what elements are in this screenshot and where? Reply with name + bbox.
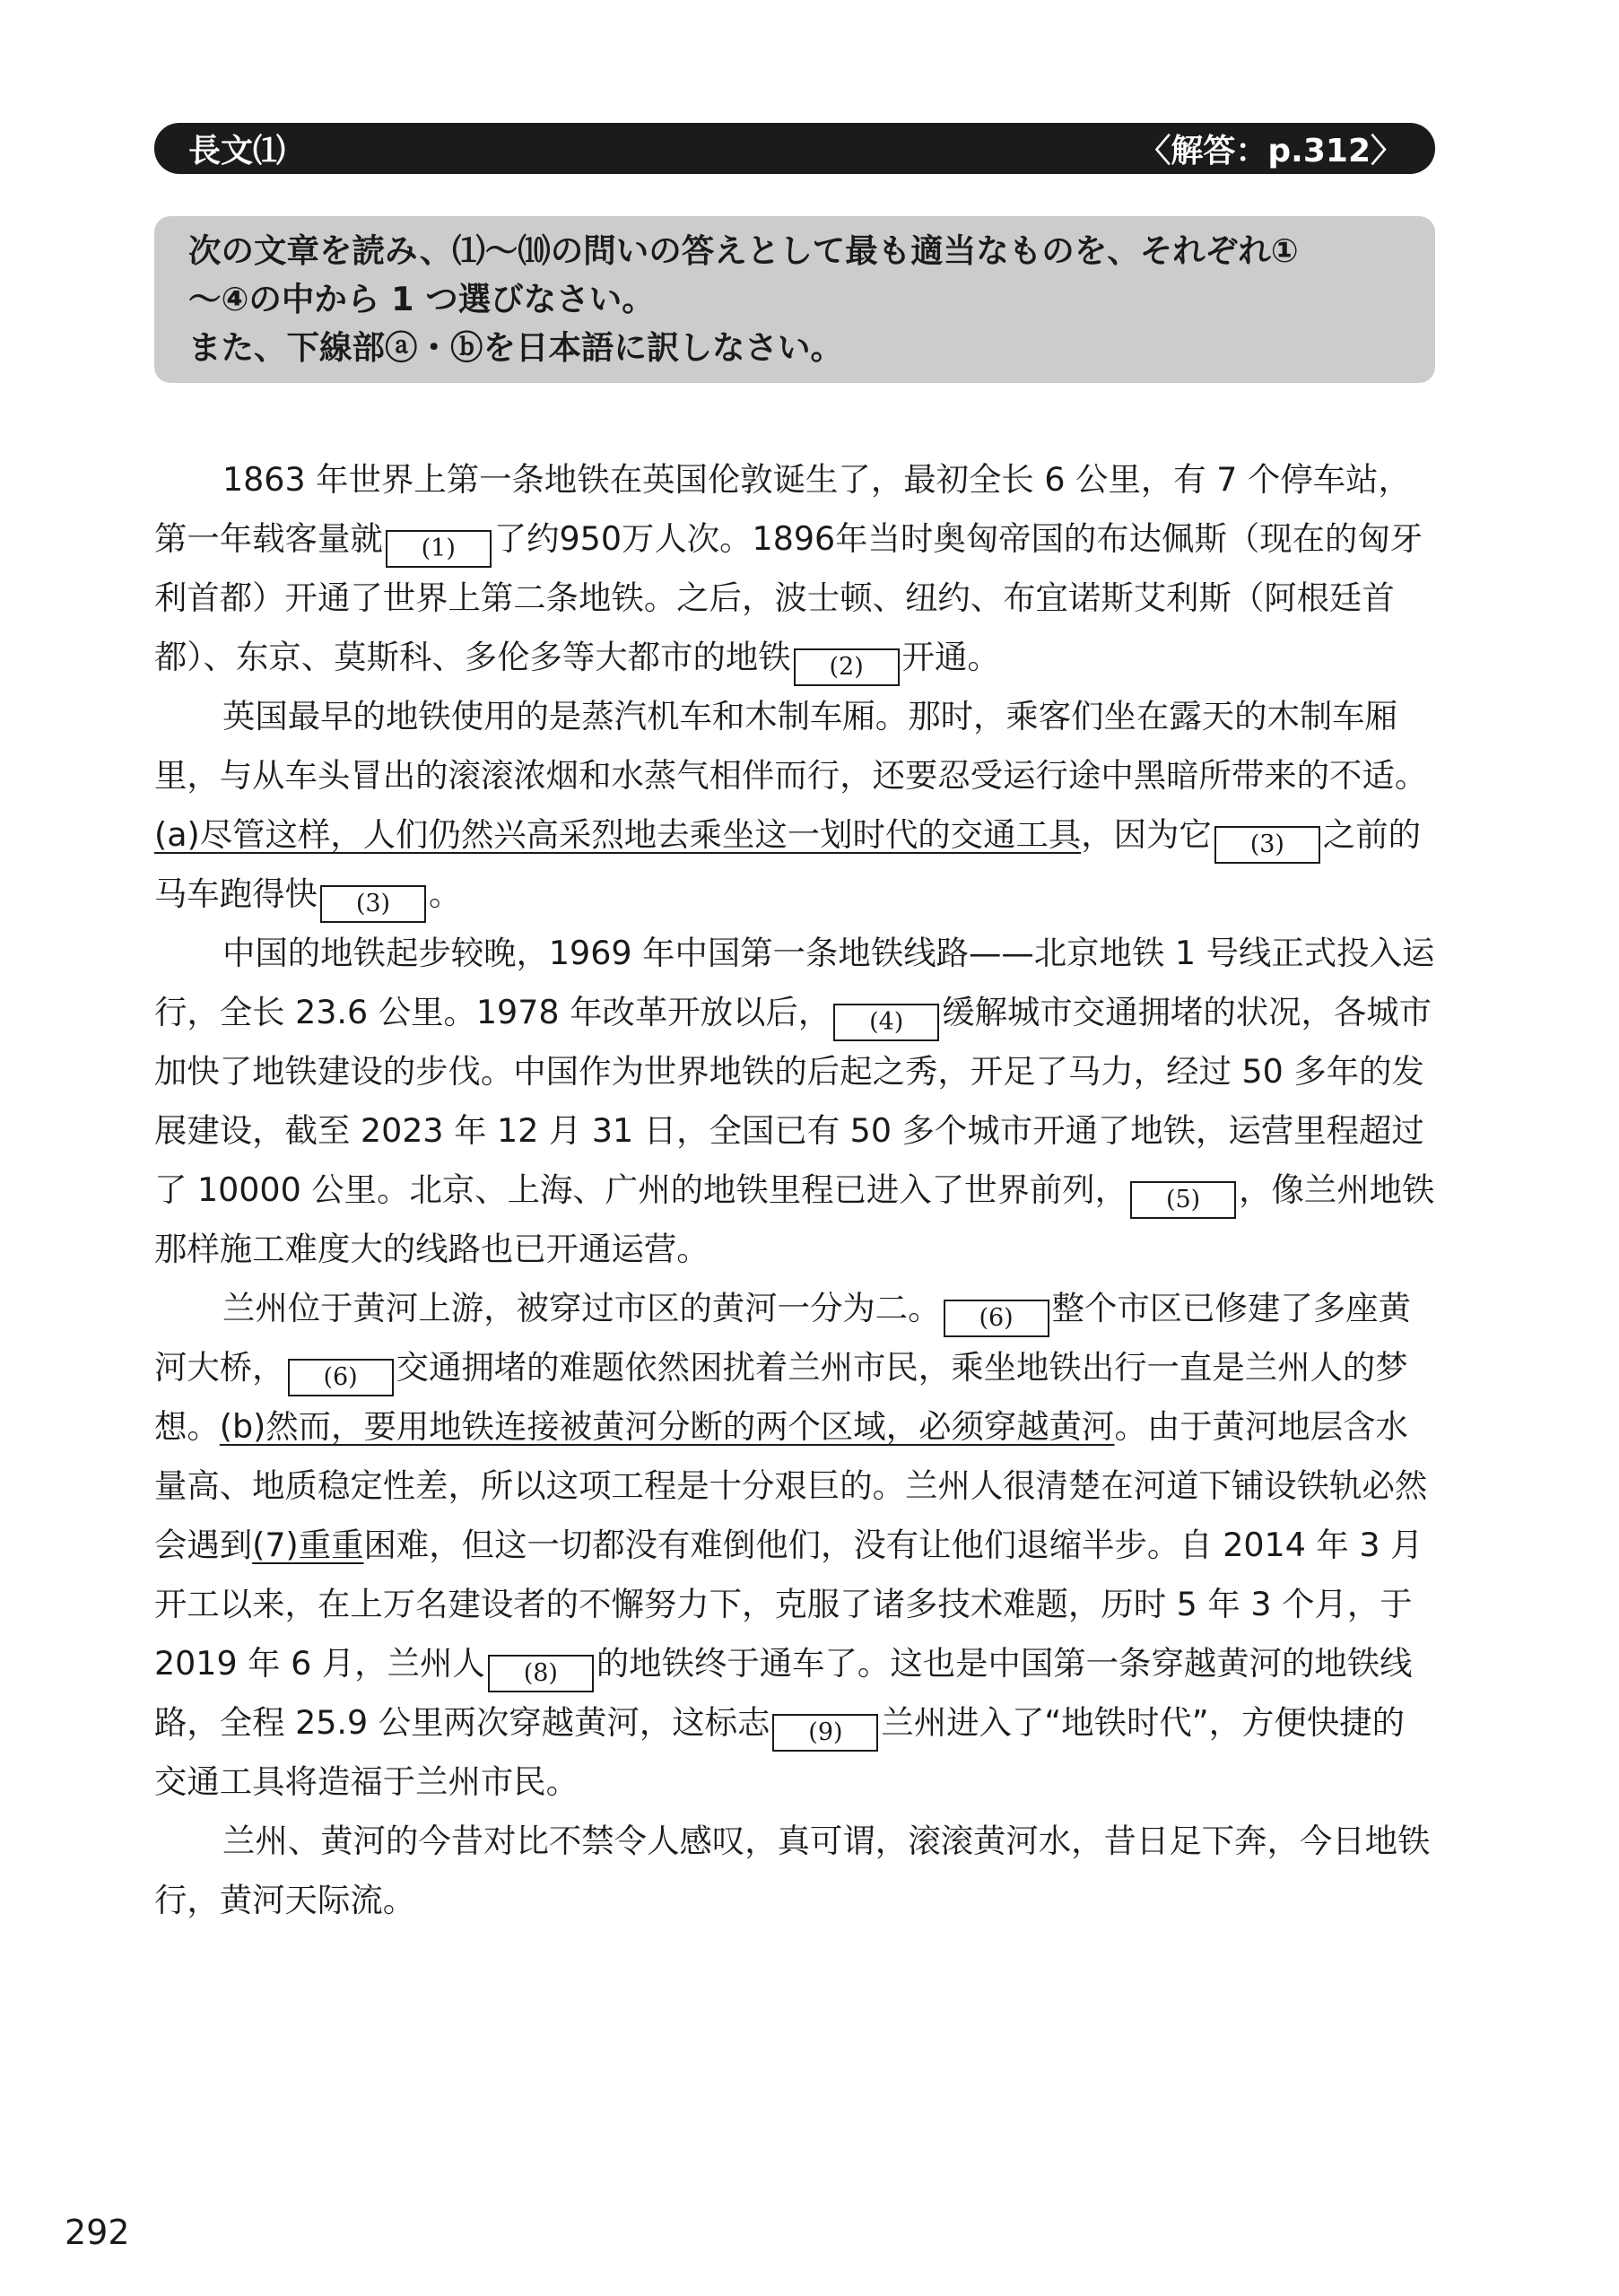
text-span: 。由于黄河地层含水量高、地质稳定性差，所以这项工程是十分艰巨的。兰州人很清楚在河道下铺设铁轨必然会遇到 xyxy=(154,1407,1428,1564)
blank-9: (9) xyxy=(772,1714,878,1752)
underlined-b: (b)然而，要用地铁连接被黄河分断的两个区域，必须穿越黄河 xyxy=(219,1407,1115,1446)
underlined-7: (7)重重 xyxy=(252,1526,364,1564)
paragraph-4 xyxy=(154,1279,1435,1812)
text-span: 英国最早的地铁使用的是蒸汽机车和木制车厢。那时，乘客们坐在露天的木制车厢里，与从车头冒出的滚滚浓烟和水蒸气相伴而行，还要忍受运行途中黑暗所带来的不适。 xyxy=(154,697,1428,795)
paragraph-1 xyxy=(154,450,1435,687)
text-span: 缓解城市交通拥堵的状况，各城市加快了地铁建设的步伐。中国作为世界地铁的后起之秀，开足了马力，经过 50 多年的发展建设，截至 2023 年 12 月 31 日，全国已有 50 多个城市开通了地铁，运营里程超过了 10000 公里。北京、上海、广州的地铁里程已进入了世界前列， xyxy=(154,993,1432,1209)
text-span: 兰州、黄河的今昔对比不禁令人感叹，真可谓，滚滚黄河水，昔日足下奔，今日地铁行，黄河天际流。 xyxy=(154,1822,1431,1919)
text-span: 兰州位于黄河上游，被穿过市区的黄河一分为二。 xyxy=(222,1289,941,1327)
text-span: 困难，但这一切都没有难倒他们，没有让他们退缩半步。自 2014 年 3 月开工以来，在上万名建设者的不懈努力下，克服了诸多技术难题，历时 5 年 3 个月，于 2019 年 6 月，兰州人 xyxy=(154,1526,1423,1683)
blank-2: (2) xyxy=(794,648,900,686)
blank-4: (4) xyxy=(833,1004,939,1041)
text-span: 1863 年世界上第一条地铁在英国伦敦诞生了，最初全长 6 公里，有 7 个停车站，第一年载客量就 xyxy=(154,460,1411,558)
blank-5: (5) xyxy=(1130,1181,1236,1219)
instruction-line: また、下線部ⓐ・ⓑを日本語に訳しなさい。 xyxy=(188,328,843,367)
underlined-a: (a)尽管这样，人们仍然兴高采烈地去乘坐这一划时代的交通工具 xyxy=(154,815,1082,854)
text-span: ，像兰州地铁那样施工难度大的线路也已开通运营。 xyxy=(154,1170,1435,1268)
paragraph-2 xyxy=(154,687,1435,924)
text-span: 之前的马车跑得快 xyxy=(154,815,1421,913)
passage-body xyxy=(154,450,1435,1930)
instruction-line: 次の文章を読み、⑴〜⑽の問いの答えとして最も適当なものを、それぞれ① xyxy=(188,231,1299,270)
text-span: 交通拥堵的难题依然困扰着兰州市民，乘坐地铁出行一直是兰州人的梦想。 xyxy=(154,1348,1408,1446)
blank-1: (1) xyxy=(386,530,492,568)
blank-6: (6) xyxy=(288,1359,394,1396)
section-header-bar xyxy=(154,123,1435,174)
blank-8: (8) xyxy=(488,1655,594,1692)
instruction-line: 〜④の中から 1 つ選びなさい。 xyxy=(188,280,655,318)
text-span: 。 xyxy=(428,874,462,913)
answer-reference: 〈解答：p.312〉 xyxy=(1138,133,1403,170)
text-span: 了约950万人次。1896年当时奥匈帝国的布达佩斯（现在的匈牙利首都）开通了世界上第二条地铁。之后，波士顿、纽约、布宜诺斯艾利斯（阿根廷首都）、东京、莫斯科、多伦多等大都市的地铁 xyxy=(154,519,1423,676)
paragraph-5 xyxy=(154,1812,1435,1930)
blank-3: (3) xyxy=(1214,826,1320,864)
text-span: 整个市区已修建了多座黄河大桥， xyxy=(154,1289,1411,1387)
instructions-box xyxy=(154,216,1435,383)
text-span: 中国的地铁起步较晚，1969 年中国第一条地铁线路——北京地铁 1 号线正式投入运行，全长 23.6 公里。1978 年改革开放以后， xyxy=(154,934,1435,1031)
text-span: 兰州进入了“地铁时代”，方便快捷的交通工具将造福于兰州市民。 xyxy=(154,1703,1405,1801)
text-span: 开通。 xyxy=(901,638,1000,676)
text-span: 的地铁终于通车了。这也是中国第一条穿越黄河的地铁线路，全程 25.9 公里两次穿越黄河，这标志 xyxy=(154,1644,1413,1742)
blank-6: (6) xyxy=(944,1300,1049,1337)
text-span: ，因为它 xyxy=(1081,815,1212,854)
section-title: 長文⑴ xyxy=(188,133,286,170)
page-number: 292 xyxy=(65,2213,130,2252)
paragraph-3 xyxy=(154,924,1435,1279)
blank-3: (3) xyxy=(320,885,426,923)
